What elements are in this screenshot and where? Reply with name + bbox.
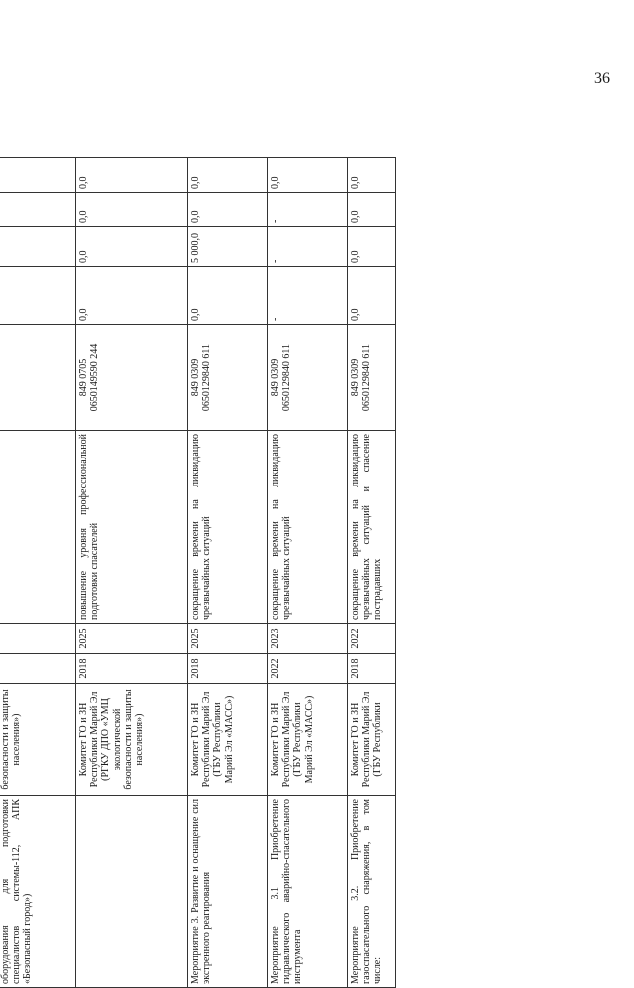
budget-code	[188, 325, 268, 431]
amount: 0,0	[348, 158, 396, 193]
start-year	[0, 654, 76, 684]
measures-table	[0, 157, 396, 988]
amount	[0, 193, 76, 227]
budget-code-b: 0650129840 611	[201, 343, 213, 412]
amount: 0,0	[76, 227, 188, 267]
measure-name: оборудования для подготовки специалистов системы-112, АПК «Безопасный город»)	[0, 796, 76, 988]
end-year: 2025	[76, 624, 188, 654]
amount: 0,0	[268, 158, 348, 193]
start-year: 2018	[76, 654, 188, 684]
amount: -	[268, 227, 348, 267]
table-row	[188, 158, 268, 988]
budget-code-b: 0650129840 611	[361, 343, 373, 412]
end-year: 2023	[268, 624, 348, 654]
measure-name: Мероприятие 3. Развитие и оснащение сил экстренного реагирования	[188, 796, 268, 988]
budget-code-a: 849 0309	[190, 358, 201, 397]
table-row	[348, 158, 396, 988]
expected-result	[0, 431, 76, 624]
start-year: 2022	[268, 654, 348, 684]
budget-code-b: 0650129840 611	[281, 343, 293, 412]
amount: 0,0	[348, 227, 396, 267]
amount: 0,0	[188, 267, 268, 325]
budget-code	[76, 325, 188, 431]
table-row	[76, 158, 188, 988]
amount: -	[268, 193, 348, 227]
rotated-table-area	[0, 158, 392, 988]
expected-result: сокращение времени на ликвидацию чрезвычайных ситуаций и спасение пострадавших	[348, 431, 396, 624]
budget-code-b: 0650149590 244	[89, 343, 101, 412]
amount: 0,0	[76, 193, 188, 227]
amount	[0, 158, 76, 193]
amount: -	[268, 267, 348, 325]
executor: Комитет ГО и ЗН Республики Марий Эл (РГКУ ДПО «УМЦ экологической безопасности и защиты населения»)	[76, 684, 188, 796]
amount: 0,0	[76, 267, 188, 325]
expected-result: сокращение времени на ликвидацию чрезвычайных ситуаций	[188, 431, 268, 624]
executor: Комитет ГО и ЗН Республики Марий Эл (ГБУ Республики	[348, 684, 396, 796]
start-year: 2018	[348, 654, 396, 684]
amount: 0,0	[188, 193, 268, 227]
budget-code-a: 849 0309	[270, 358, 281, 397]
start-year: 2018	[188, 654, 268, 684]
page-number: 36	[594, 70, 610, 87]
budget-code	[268, 325, 348, 431]
expected-result: повышение уровня профессиональной подготовки спасателей	[76, 431, 188, 624]
measure-name	[76, 796, 188, 988]
measure-name: Мероприятие 3.2. Приобретение газоспасательного снаряжения, в том числе:	[348, 796, 396, 988]
amount	[0, 267, 76, 325]
executor: Комитет ГО и ЗН Республики Марий Эл (ГБУ Республики Марий Эл «МАСС»)	[268, 684, 348, 796]
amount: 0,0	[76, 158, 188, 193]
amount: 0,0	[348, 193, 396, 227]
executor: Комитет ГО и ЗН Республики Марий Эл (ГБУ Республики Марий Эл «МАСС»)	[188, 684, 268, 796]
budget-code-a: 849 0309	[350, 358, 361, 397]
amount	[0, 227, 76, 267]
table-row	[268, 158, 348, 988]
amount: 5 000,0	[188, 227, 268, 267]
end-year: 2022	[348, 624, 396, 654]
end-year: 2025	[188, 624, 268, 654]
end-year	[0, 624, 76, 654]
executor: безопасности и защиты населения»)	[0, 684, 76, 796]
budget-code	[348, 325, 396, 431]
table-row	[0, 158, 76, 988]
expected-result: сокращение времени на ликвидацию чрезвычайных ситуаций	[268, 431, 348, 624]
budget-code	[0, 325, 76, 431]
measure-name: Мероприятие 3.1 Приобретение гидравлического аварийно-спасательного инструмента	[268, 796, 348, 988]
amount: 0,0	[348, 267, 396, 325]
budget-code-a: 849 0705	[78, 358, 89, 397]
amount: 0,0	[188, 158, 268, 193]
